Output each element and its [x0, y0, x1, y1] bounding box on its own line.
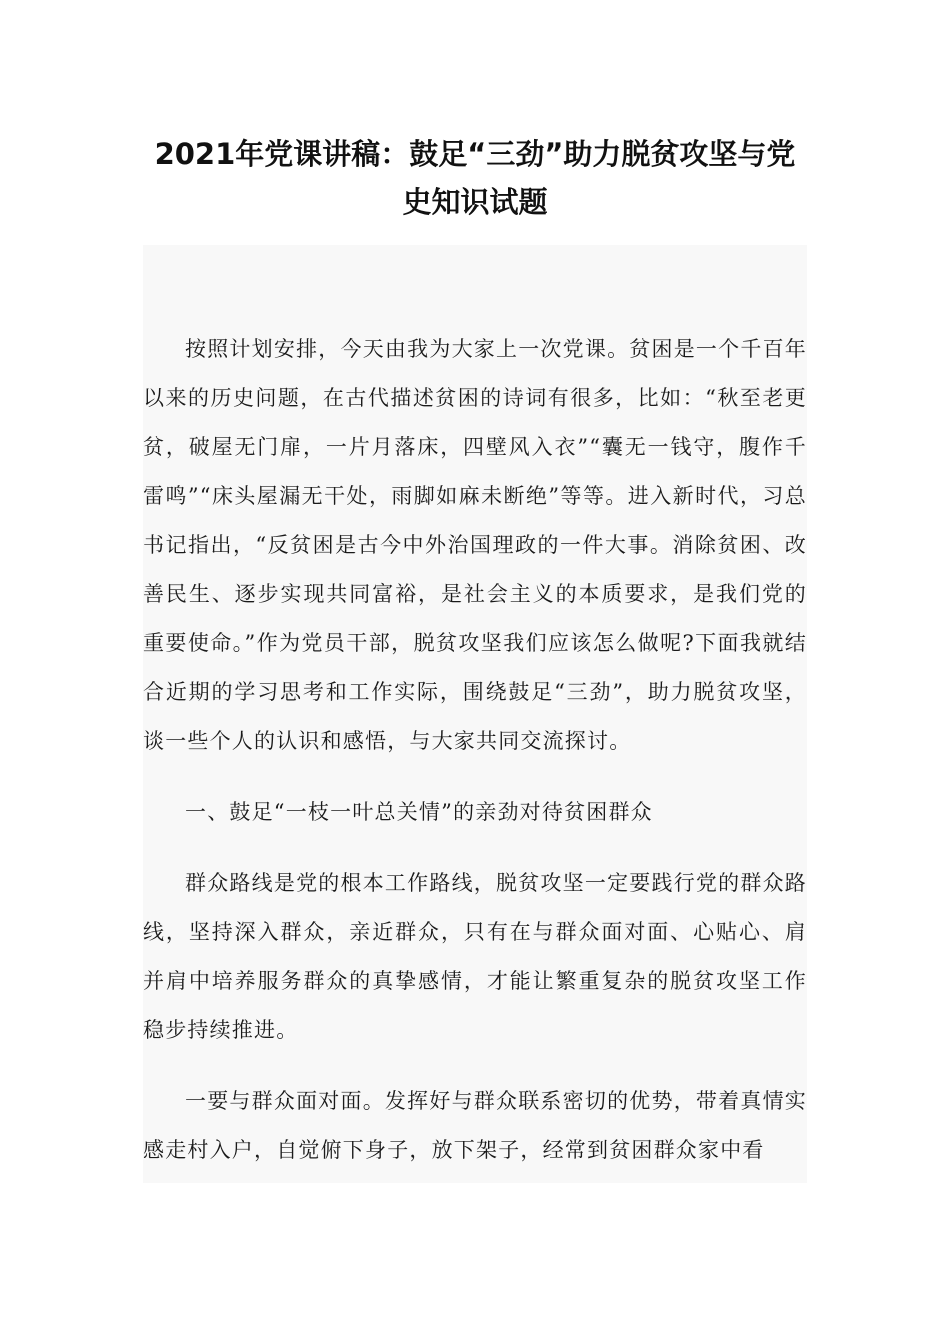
- paragraph-face-to-face: 一要与群众面对面。发挥好与群众联系密切的优势，带着真情实感走村入户，自觉俯下身子，放下架子，经常到贫困群众家中看: [143, 1089, 807, 1162]
- paragraph-mass-line: 群众路线是党的根本工作路线，脱贫攻坚一定要践行党的群众路线，坚持深入群众，亲近群众，只有在与群众面对面、心贴心、肩并肩中培养服务群众的真挚感情，才能让繁重复杂的脱贫攻坚工作稳步持续推进。: [143, 871, 807, 1042]
- section-heading-1: 一、鼓足“一枝一叶总关情”的亲劲对待贫困群众: [185, 800, 653, 824]
- paragraph-intro: 按照计划安排，今天由我为大家上一次党课。贫困是一个千百年以来的历史问题，在古代描述贫困的诗词有很多，比如：“秋至老更贫，破屋无门扉，一片月落床，四壁风入衣”“囊无一钱守，腹作千雷鸣”“床头屋漏无干处，雨脚如麻未断绝”等等。进入新时代，习总书记指出，“反贫困是古今中外治国理政的一件大事。消除贫困、改善民生、逐步实现共同富裕，是社会主义的本质要求，是我们党的重要使命。”作为党员干部，脱贫攻坚我们应该怎么做呢?下面我就结合近期的学习思考和工作实际，围绕鼓足“三劲”，助力脱贫攻坚，谈一些个人的认识和感悟，与大家共同交流探讨。: [143, 337, 807, 753]
- document-title: 2021年党课讲稿：鼓足“三劲”助力脱贫攻坚与党史知识试题: [154, 137, 796, 219]
- document-body: [143, 245, 807, 1183]
